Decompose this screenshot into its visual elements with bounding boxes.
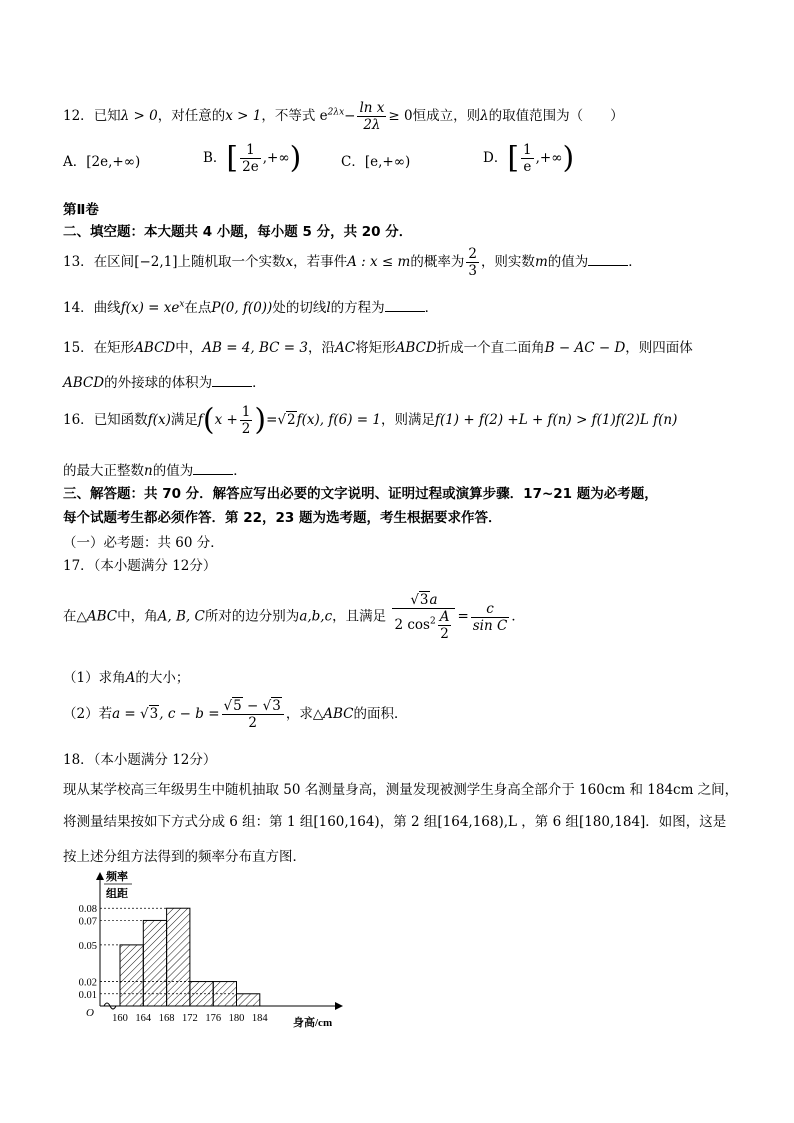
text: ，则实数 <box>480 254 535 270</box>
math: f(x), f(6) = 1 <box>296 412 381 428</box>
math: 2 <box>287 412 296 428</box>
y-tick-label: 0.07 <box>78 916 97 928</box>
math: ,+∞ <box>535 150 563 166</box>
histogram-bar <box>120 945 143 1006</box>
q12-number: 12． <box>63 108 94 124</box>
text: 将矩形 <box>355 340 396 356</box>
math: l <box>326 300 331 316</box>
numerator: √5 − √3 <box>222 698 284 715</box>
text: ，沿 <box>308 340 335 356</box>
text: （1）求角 <box>63 670 126 686</box>
text: ，则四面体 <box>625 340 693 356</box>
math: A <box>439 609 450 625</box>
answer-blank[interactable] <box>385 299 425 312</box>
option-a[interactable] <box>63 150 140 170</box>
math: m <box>534 254 548 270</box>
y-tick-label: 0.02 <box>78 977 97 989</box>
math: 3 <box>272 698 281 714</box>
q18-header: 18．（本小题满分 12分） <box>63 752 217 768</box>
math: − <box>242 698 263 714</box>
math: − <box>344 108 356 124</box>
text: 已知 <box>93 108 121 124</box>
math: 2 <box>440 626 449 642</box>
y-axis-label-numerator: 频率 <box>106 871 128 883</box>
option-label: A． <box>63 154 87 170</box>
math: 1 <box>240 142 261 159</box>
text: 的最大正整数 <box>63 463 144 479</box>
text: 的大小； <box>135 670 190 686</box>
math: 1 <box>241 404 251 420</box>
math: a = <box>112 706 141 722</box>
text: 上随机取一个实数 <box>177 254 286 270</box>
q16-line1: 16．已知函数f(x)满足f(x + $\frac{1}{2}$ )=√2f(x), f(6) = 1，则满足f(1) + f(2) +L + f(n) > f(1)f(2)L f(n) <box>63 402 678 438</box>
q15-line2 <box>63 371 266 391</box>
option-label: B． <box>203 150 227 166</box>
histogram-bar <box>167 908 190 1006</box>
q14 <box>63 296 438 316</box>
text: 的外接球的体积为 <box>104 375 213 391</box>
q17-part2: （2）若a = √3, c − b = $\frac{√5 - √3}{2}$ ，求△ABC的面积． <box>63 698 408 731</box>
math: ABCD <box>134 340 176 356</box>
text: 处的切线 <box>272 300 327 316</box>
x-tick-label: 164 <box>135 1013 152 1024</box>
histogram-bar <box>237 994 260 1006</box>
math: 2 <box>248 715 257 731</box>
math: x > 1 <box>225 108 262 124</box>
lhs-numerator: √3a <box>392 592 455 609</box>
bracket: ) <box>254 402 267 438</box>
q17-header: 17．（本小题满分 12分） <box>63 558 217 574</box>
x-tick-label: 168 <box>158 1013 175 1024</box>
math: 2λ <box>363 117 381 133</box>
q12-options <box>63 142 703 182</box>
math: f <box>197 412 203 428</box>
fraction-lhs <box>392 592 455 642</box>
math: 2 <box>429 616 436 627</box>
text: ． <box>628 254 642 270</box>
fraction <box>466 246 479 279</box>
text: ，不等式 <box>261 108 316 124</box>
q13-number: 13． <box>63 254 94 270</box>
math: 3 <box>149 706 159 722</box>
answer-blank[interactable] <box>212 374 252 387</box>
math: AC <box>335 340 356 356</box>
q17-stem <box>63 592 525 642</box>
math: ≥ 0 <box>388 108 413 124</box>
text: ． <box>511 608 525 625</box>
x-tick-label: 180 <box>228 1013 245 1024</box>
fraction <box>521 142 534 175</box>
math: AB = 4, BC = 3 <box>202 340 308 356</box>
bracket: ( <box>202 402 215 438</box>
fraction <box>222 698 284 731</box>
math: e <box>319 108 328 124</box>
origin-label: O <box>86 1007 94 1019</box>
math: 1 <box>523 142 532 158</box>
text: 折成一个直二面角 <box>436 340 545 356</box>
lhs-denominator <box>392 609 455 642</box>
math: B − AC − D <box>544 340 626 356</box>
math: c <box>471 601 510 618</box>
text: 已知函数 <box>93 412 148 428</box>
option-d[interactable] <box>483 142 574 175</box>
math: ABCD <box>63 375 105 391</box>
text: 在△ <box>63 608 87 625</box>
fraction <box>438 609 452 642</box>
math: x + <box>214 412 238 428</box>
text: 的面积． <box>353 706 408 722</box>
x-tick-label: 172 <box>182 1013 198 1024</box>
text: 的概率为 <box>410 254 465 270</box>
fraction <box>240 404 253 437</box>
math: λ > 0 <box>120 108 158 124</box>
text: 曲线 <box>93 300 121 316</box>
math: f(1) + f(2) +L + f(n) > f(1)f(2)L f(n) <box>434 412 678 428</box>
text: ． <box>233 463 247 479</box>
q18-line3: 按上述分组方法得到的频率分布直方图． <box>63 849 306 865</box>
x-axis-label: 身高/cm <box>293 1017 333 1029</box>
x-tick-label: 184 <box>251 1013 268 1024</box>
q14-number: 14． <box>63 300 94 316</box>
q17-part1 <box>63 666 189 686</box>
bracket: [ <box>226 140 239 176</box>
text: 中， <box>175 340 203 356</box>
q18-line2: 将测量结果按如下方式分成 6 组：第 1 组[160,164)，第 2 组[164,168),L ，第 6 组[180,184]．如图，这是 <box>63 814 727 830</box>
math: ln x <box>359 100 385 116</box>
text: ，且满足 <box>332 608 387 625</box>
part3-subheading: （一）必考题：共 60 分． <box>63 535 224 551</box>
text: 在点 <box>184 300 212 316</box>
text: ，则满足 <box>380 412 435 428</box>
math: f(x) = xe <box>120 300 180 316</box>
answer-blank[interactable] <box>588 253 628 266</box>
bracket: [ <box>507 140 520 176</box>
math: , c − b = <box>159 706 220 722</box>
text: 的值为 <box>152 463 194 479</box>
fraction <box>357 100 386 133</box>
y-tick-label: 0.05 <box>78 940 97 952</box>
math: [e,+∞) <box>364 154 411 170</box>
math: ABC <box>323 706 354 722</box>
math: λ <box>480 108 489 124</box>
math: ABCD <box>395 340 437 356</box>
text: 的方程为 <box>330 300 385 316</box>
part2-section-heading: 二、填空题：本大题共 4 小题，每小题 5 分，共 20 分． <box>63 224 413 240</box>
part3-heading-line1: 三、解答题：共 70 分．解答应写出必要的文字说明、证明过程或演算步骤．17~21 题为必考题， <box>63 486 658 502</box>
q18-line1: 现从某学校高三年级男生中随机抽取 50 名测量身高，测量发现被测学生身高全部介于 160cm 和 184cm 之间， <box>63 782 739 798</box>
math: 5 <box>233 698 242 714</box>
math: sin C <box>472 617 508 634</box>
q12-stem <box>63 100 624 133</box>
q16-number: 16． <box>63 412 94 428</box>
text: ，求△ <box>285 706 324 722</box>
text: 满足 <box>170 412 198 428</box>
math: 3 <box>419 592 429 608</box>
q16-line2 <box>63 459 247 479</box>
histogram-bar <box>143 920 166 1006</box>
fraction <box>240 142 261 175</box>
text: ，对任意的 <box>157 108 226 124</box>
math: P(0, f(0)) <box>211 300 273 316</box>
text: 的值为 <box>547 254 589 270</box>
text: 中，角 <box>117 608 158 625</box>
y-axis-arrow <box>96 872 104 880</box>
option-c[interactable] <box>341 150 410 170</box>
bracket: ) <box>289 140 302 176</box>
math: A : x ≤ m <box>347 254 411 270</box>
math: a,b,c <box>299 608 333 625</box>
text: ． <box>424 300 439 316</box>
fraction-rhs <box>471 601 510 634</box>
math: 2λx <box>327 107 345 118</box>
math: 3 <box>468 263 477 279</box>
math: ,+∞ <box>262 150 290 166</box>
x-tick-label: 160 <box>112 1013 128 1024</box>
math: A <box>125 670 136 686</box>
text: 所对的边分别为 <box>204 608 300 625</box>
part3-heading-line2: 每个试题考生都必须作答．第 22，23 题为选考题，考生根据要求作答． <box>63 510 502 526</box>
option-b[interactable] <box>203 142 301 175</box>
x-axis-arrow <box>335 1002 343 1010</box>
math: ABC <box>86 608 118 625</box>
math: 2 cos <box>394 617 430 633</box>
math: x <box>285 254 294 270</box>
y-tick-label: 0.08 <box>78 904 97 916</box>
option-label: C． <box>341 154 365 170</box>
math: 2 <box>468 246 477 262</box>
math: 2e <box>242 159 259 175</box>
math: = <box>457 608 469 625</box>
text: （2）若 <box>63 706 113 722</box>
q15-line1 <box>63 336 693 356</box>
math: 2 <box>241 421 251 437</box>
answer-blank[interactable] <box>193 462 233 475</box>
math: [−2,1] <box>134 254 178 270</box>
math: A, B, C <box>157 608 205 625</box>
math: = <box>266 412 278 428</box>
math: x <box>179 299 185 310</box>
text: 在矩形 <box>93 340 135 356</box>
q13 <box>63 246 642 279</box>
q15-number: 15． <box>63 340 94 356</box>
math: [2e,+∞) <box>86 154 141 170</box>
text: 恒成立，则 <box>412 108 481 124</box>
math: f(x) <box>147 412 171 428</box>
text: 在区间 <box>93 254 135 270</box>
math: n <box>144 463 153 479</box>
math: a <box>429 592 438 608</box>
x-tick-label: 176 <box>205 1013 222 1024</box>
option-label: D． <box>483 150 508 166</box>
math: e <box>523 159 532 175</box>
y-axis-label-denominator: 组距 <box>106 888 128 900</box>
frequency-histogram <box>60 866 360 1036</box>
text: ，若事件 <box>293 254 348 270</box>
part2-title: 第Ⅱ卷 <box>63 202 99 218</box>
text: ． <box>252 375 266 391</box>
bracket: ) <box>562 140 575 176</box>
text: 的取值范围为（ ） <box>488 108 624 124</box>
y-tick-label: 0.01 <box>78 989 97 1001</box>
